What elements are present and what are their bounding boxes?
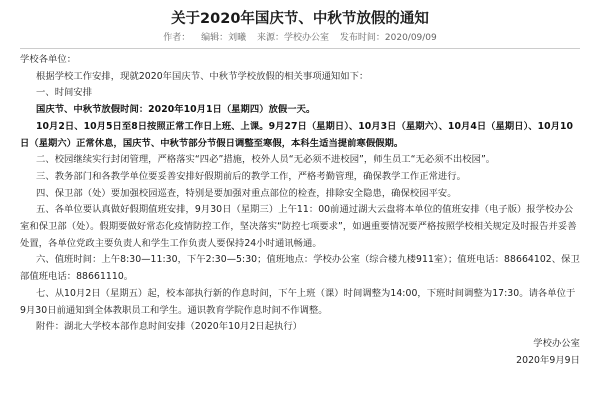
signature-date: 2020年9月9日	[516, 354, 580, 366]
section-4: 四、保卫部（处）要加强校园巡查，特别是要加强对重点部位的检查，排除安全隐患，确保校园平安。	[36, 187, 457, 199]
meta-published: 发布时间：2020/09/09	[339, 33, 437, 43]
meta-editor: 编辑：刘曦	[201, 33, 247, 43]
section-1-heading: 一、时间安排	[36, 87, 93, 99]
section-5: 五、各单位要认真做好假期值班安排，9月30日（星期三）上午11：00前通过湖大云盘将本单位的值班安排（电子版）报学校办公室和保卫部（处）。假期要做好常态化疫情防控工作，坚决落实“防控七项要求”，如遇重要情况要严格按照学校相关规定及时报告并妥善处置，各单位党政主要负责人和学生工作负责人要保持24小时通讯畅通。	[20, 204, 577, 249]
intro-paragraph: 根据学校工作安排，现就2020年国庆节、中秋节学校放假的相关事项通知如下：	[36, 70, 369, 82]
section-7: 七、从10月2日（星期五）起，校本部执行新的作息时间，下午上班（课）时间调整为14:00，下班时间调整为17:30。请各单位于9月30日前通知到全体教职员工和学生。通识教育学院作息时间不作调整。	[20, 287, 576, 316]
page-title: 关于2020年国庆节、中秋节放假的通知	[171, 11, 429, 27]
section-3: 三、教务部门和各教学单位要妥善安排好假期前后的教学工作，严格考勤管理，确保教学工作正常进行。	[36, 170, 466, 182]
section-6: 六、值班时间：上午8:30—11:30，下午2:30—5:30；值班地点：学校办公室（综合楼九楼911室）；值班电话：88664102、保卫部值班电话：88661110。	[20, 254, 580, 283]
section-2: 二、校园继续实行封闭管理，严格落实“四必”措施，校外人员“无必须不进校园”，师生员工“无必须不出校园”。	[36, 154, 496, 166]
salutation: 学校各单位：	[20, 54, 77, 65]
meta-source: 来源：学校办公室	[257, 33, 330, 43]
signature-org: 学校办公室	[533, 337, 580, 349]
attachment-link[interactable]: 附件：湖北大学校本部作息时间安排（2020年10月2日起执行）	[36, 321, 303, 333]
holiday-time: 国庆节、中秋节放假时间：2020年10月1日（星期四）放假一天。	[36, 104, 316, 116]
article-body	[20, 52, 580, 369]
article-meta	[20, 32, 580, 49]
schedule-adjustment: 10月2日、10月5日至8日按照正常工作日上班、上课。9月27日（星期日）、10月3日（星期六）、10月4日（星期日）、10月10日（星期六）正常休息，国庆节、中秋节部分节假日调整至寒假，本科生适当提前寒假假期。	[20, 120, 574, 149]
meta-author: 作者：	[163, 33, 191, 43]
